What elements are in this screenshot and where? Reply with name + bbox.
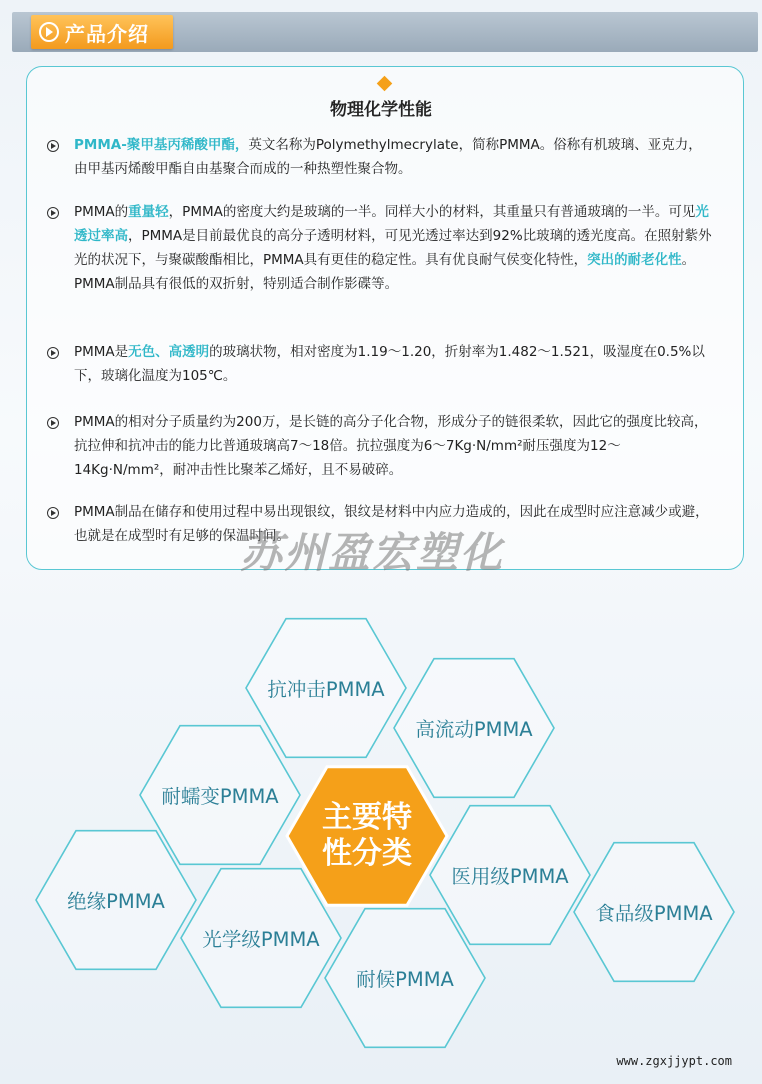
footer-url: www.zgxjjypt.com xyxy=(616,1054,732,1068)
hexagon-label: 耐候PMMA xyxy=(356,968,454,991)
header-title: 产品介绍 xyxy=(65,21,149,46)
section-title: 物理化学性能 xyxy=(330,100,432,120)
hexagon-label: 绝缘PMMA xyxy=(67,890,165,913)
watermark: 苏州盈宏塑化 xyxy=(240,528,505,577)
bullet-arrow-icon xyxy=(47,507,59,519)
body-text: PMMA是 xyxy=(74,344,129,360)
body-text: ，PMMA的密度大约是玻璃的一半。同样大小的材料，其重量只有普通玻璃的一半。可见 xyxy=(168,204,696,220)
bullet-arrow-icon xyxy=(47,417,59,429)
highlight-text: 重量轻 xyxy=(128,204,169,220)
body-text: 。PMMA制品具有很低的双折射，特别适合制作影碟等。 xyxy=(74,252,696,292)
hexagon-label: 高流动PMMA xyxy=(415,718,533,741)
bullet-arrow-icon xyxy=(47,140,59,152)
hexagon-label: 食品级PMMA xyxy=(595,902,713,925)
highlight-text: 突出的耐老化性 xyxy=(587,252,682,268)
bullet-arrow-icon xyxy=(47,207,59,219)
hexagon-label: 医用级PMMA xyxy=(451,865,569,888)
paragraph xyxy=(74,133,714,181)
hexagon-label: 耐蠕变PMMA xyxy=(161,785,279,808)
hexagon-label: 光学级PMMA xyxy=(202,928,320,951)
body-text: PMMA的 xyxy=(74,204,129,220)
highlight-text: 光透过率高 xyxy=(74,204,709,244)
paragraph xyxy=(74,340,714,388)
body-text: 的玻璃状物，相对密度为1.19～1.20，折射率为1.482～1.521，吸湿度在0.5%以下，玻璃化温度为105℃。 xyxy=(74,344,705,384)
highlight-text: PMMA-聚甲基丙稀酸甲酯， xyxy=(74,137,249,153)
header-tab xyxy=(31,15,173,49)
body-text: PMMA制品在储存和使用过程中易出现银纹，银纹是材料中内应力造成的，因此在成型时应注意减少或避，也就是在成型时有足够的保温时间。 xyxy=(74,504,709,544)
highlight-text: 无色、高透明 xyxy=(128,344,210,360)
hexagon-label: 抗冲击PMMA xyxy=(267,678,385,701)
bullet-arrow-icon xyxy=(47,347,59,359)
body-text: ，PMMA是目前最优良的高分子透明材料，可见光透过率达到92%比玻璃的透光度高。在照射紫外光的状况下，与聚碳酸酯相比，PMMA具有更佳的稳定性。具有优良耐气侯变化特性， xyxy=(74,228,712,268)
center-hexagon-label: 主要特 性分类 xyxy=(322,800,412,871)
play-circle-icon xyxy=(39,22,59,42)
body-text: PMMA的相对分子质量约为200万，是长链的高分子化合物，形成分子的链很柔软，因此它的强度比较高，抗拉伸和抗冲击的能力比普通玻璃高7～18倍。抗拉强度为6～7Kg·N/mm²耐压强度为12～14Kg·N/mm²，耐冲击性比聚苯乙烯好，且不易破碎。 xyxy=(74,414,708,478)
body-text: 英文名称为Polymethylmecrylate，简称PMMA。俗称有机玻璃、亚克力，由甲基丙烯酸甲酯自由基聚合而成的一种热塑性聚合物。 xyxy=(74,137,702,177)
paragraph xyxy=(74,200,714,296)
paragraph xyxy=(74,410,714,482)
